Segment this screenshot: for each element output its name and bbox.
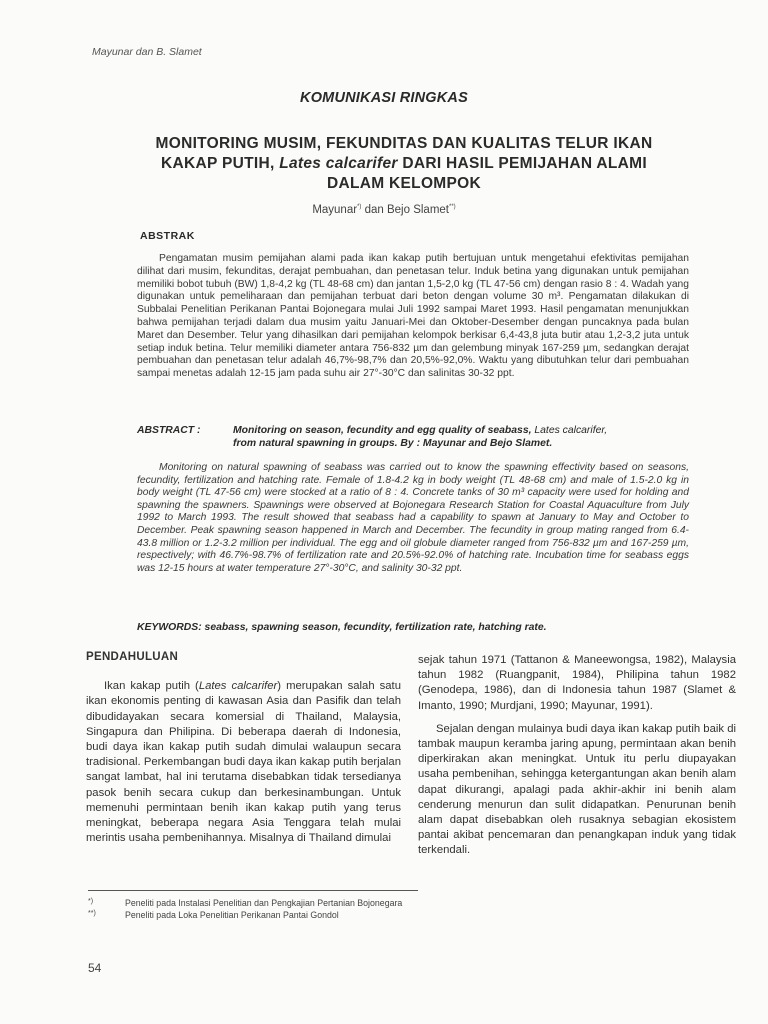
- section-label: KOMUNIKASI RINGKAS: [300, 90, 468, 106]
- footnote-1: [88, 898, 402, 910]
- abstract-title: [233, 424, 693, 450]
- abstract-title-end: from natural spawning in groups. By : Mayunar and Bejo Slamet.: [233, 438, 553, 449]
- abstract-title-start: Monitoring on season, fecundity and egg quality of seabass,: [233, 425, 535, 436]
- title-species-name: Lates calcarifer: [279, 155, 398, 172]
- keywords: KEYWORDS: seabass, spawning season, fecundity, fertilization rate, hatching rate.: [137, 622, 547, 633]
- footnote-divider: [88, 890, 418, 891]
- footnote-2-mark: **): [88, 909, 96, 917]
- pendahuluan-heading: PENDAHULUAN: [86, 651, 179, 663]
- p1-rest: ) merupakan salah satu ikan ekonomis penting di kawasan Asia dan Pasifik dan telah dibudidayakan secara komersial di Thailand, Malaysia, Singapura dan Philipina. Di beberapa daerah di Indonesia, budi daya ikan kakap putih sudah dimulai walaupun secara tradisional. Perkembangan budi daya ikan kakap putih berjalan sangat lambat, hal ini terutama disebabkan tidak tersedianya pasok benih secara cukup dan berkesinambungan. Untuk memenuhi permintaan benih ikan kakap putih yang terus meningkat, beberapa negara Asia Tenggara telah mulai merintis usaha pembenihannya. Misalnya di Thailand dimulai: [86, 680, 401, 845]
- author-2-mark: **): [449, 204, 456, 211]
- author-joiner: dan: [361, 204, 387, 216]
- p1-start: Ikan kakap putih (: [104, 680, 199, 693]
- abstrak-heading: ABSTRAK: [140, 230, 195, 242]
- abstract-label: ABSTRACT :: [137, 425, 201, 436]
- abstract-body: Monitoring on natural spawning of seabass was carried out to know the spawning effectivity based on seasons, fecundity, fertilization and hatching rate. Female of 1.8-4.2 kg in body weight (TL 48-68 cm) and male of 1.5-2.0 kg in body weight (TL 47-56 cm) were stocked at a ratio of 8 : 4. Concrete tanks of 30 m³ capacity were used for holding and spawning the spawners. Spawnings were observed at Bojonegara Research Station for Coastal Aquaculture from July 1992 to March 1993. The result showed that seabass had a capability to spawn at January to May and October to December. Peak spawning season happened in March and December. The fecundity in group mating ranged from 6.4-43.8 million or 1.2-3.2 million per individual. The egg and oil globule diameter ranged from 756-832 µm and 167-259 µm, respectively; with 46.7%-98.7% of fertilization rate and 20.5%-92.0% of hatching rate. Incubation time for seabass eggs was 12-15 hours at water temperature 27°-30°C, and salinity 30-32 ppt.: [137, 462, 689, 574]
- footnote-1-mark: *): [88, 898, 94, 905]
- footnote-2-text: Peneliti pada Loka Penelitian Perikanan Pantai Gondol: [125, 909, 339, 920]
- author-line: [0, 204, 768, 216]
- author-1: Mayunar: [312, 204, 358, 216]
- p1-species: Lates calcarifer: [198, 680, 278, 693]
- page-number: 54: [88, 961, 102, 975]
- footnote-2: [88, 910, 402, 922]
- footnotes: [88, 898, 402, 921]
- abstract-title-species: Lates calcarifer,: [534, 425, 608, 436]
- title-line-2-start: KAKAP PUTIH,: [161, 155, 280, 172]
- pendahuluan-paragraph-1-continued: sejak tahun 1971 (Tattanon & Maneewongsa, 1982), Malaysia tahun 1982 (Ruangpanit, 1984), Philipina tahun 1982 (Genodepa, 1986), dan di Indonesia tahun 1987 (Slamet & Imanto, 1990; Murdjani, 1990; Mayunar, 1991).: [418, 654, 736, 712]
- title-line-3: DALAM KELOMPOK: [326, 175, 482, 192]
- abstrak-body: Pengamatan musim pemijahan alami pada ikan kakap putih bertujuan untuk mengetahui efektivitas pemijahan dilihat dari musim, fekunditas, derajat pembuahan, dan penetasan telur. Induk betina yang digunakan untuk pemijahan memiliki bobot tubuh (BW) 1,8-4,2 kg (TL 48-68 cm) dan jantan 1,5-2,0 kg (TL 47-56 cm) dengan rasio 8 : 4. Wadah yang digunakan untuk pemeliharaan dan pemijahan terbuat dari beton dengan volume 30 m³. Pengamatan dilakukan di Subbalai Penelitian Perikanan Pantai Bojonegara mulai Juli 1992 sampai Maret 1993. Hasil pengamatan menunjukkan bahwa pemijahan terjadi dalam dua musim yaitu Januari-Mei dan Oktober-Desember dengan puncaknya pada bulan Maret dan Desember. Telur yang dihasilkan dari pemijahan kelompok berkisar 6,4-43,8 juta butir atau 1,2-3,2 juta untuk setiap induk betina. Telur memiliki diameter antara 756-832 µm dan gelembung minyak 167-259 µm, sedangkan derajat pembuahan dan penetasan telur adalah 46,7%-98,7% dan 20,5%-92,0%. Waktu yang dibutuhkan telur dari pembuahan sampai menetas adalah 12-15 jam pada suhu air 27°-30°C dan salinitas 30-32 ppt.: [137, 253, 689, 380]
- running-head: Mayunar dan B. Slamet: [92, 46, 202, 58]
- right-column: [418, 653, 736, 859]
- title-line-1: MONITORING MUSIM, FEKUNDITAS DAN KUALITAS TELUR IKAN: [155, 135, 653, 152]
- left-column: [86, 650, 401, 846]
- author-2: Bejo Slamet: [386, 204, 449, 216]
- pendahuluan-paragraph-2: Sejalan dengan mulainya budi daya ikan kakap putih baik di tambak maupun keramba jaring apung, permintaan akan benih diperkirakan akan meningkat. Untuk itu perlu diupayakan usaha pembenihan, sehingga ketergantungan akan benih alam dapat dikurangi, apalagi pada akhir-akhir ini benih alam cenderung menurun dan sulit didapatkan. Penurunan benih alam dapat disebabkan oleh rusaknya sebagian ekosistem pantai akibat pencemaran dan penangkapan induk yang tidak terkendali.: [418, 722, 736, 857]
- article-title: [80, 134, 728, 194]
- pendahuluan-paragraph-1: [86, 679, 401, 846]
- abstract-header: [137, 424, 693, 450]
- title-line-2-end: DARI HASIL PEMIJAHAN ALAMI: [397, 155, 647, 172]
- footnote-1-text: Peneliti pada Instalasi Penelitian dan Pengkajian Pertanian Bojonegara: [125, 898, 403, 908]
- author-1-mark: *): [357, 204, 362, 211]
